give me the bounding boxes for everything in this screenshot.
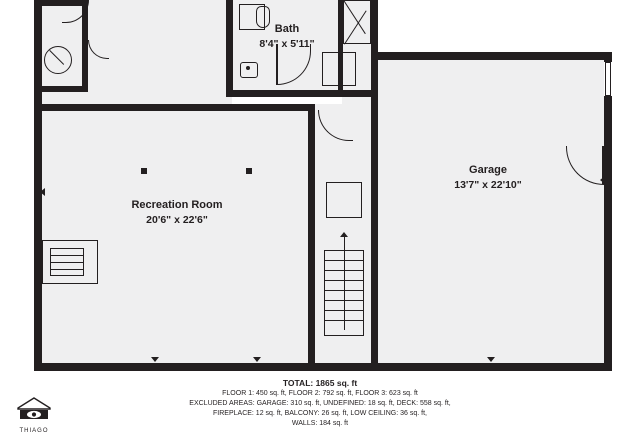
brand-logo bbox=[8, 396, 60, 434]
dimension-marker bbox=[141, 168, 147, 174]
exterior-wall-bottom bbox=[34, 363, 612, 371]
dimension-marker bbox=[246, 168, 252, 174]
stair-direction-arrow bbox=[340, 232, 348, 237]
total-area: TOTAL: 1865 sq. ft bbox=[282, 378, 358, 388]
house-eye-logo-icon bbox=[14, 396, 54, 422]
recreation-wall-top-left bbox=[42, 104, 232, 111]
floor-breakdown: FLOOR 1: 450 sq. ft, FLOOR 2: 792 sq. ft, FLOOR 3: 623 sq. ft bbox=[222, 390, 418, 397]
exterior-wall-right bbox=[604, 52, 612, 371]
dimension-arrow bbox=[253, 357, 261, 362]
garage-wall-left bbox=[371, 97, 378, 365]
logo-text: THIAGO bbox=[19, 428, 49, 434]
hall-closet bbox=[326, 182, 362, 218]
dimension-arrow bbox=[40, 188, 45, 196]
shower-stall bbox=[322, 52, 356, 86]
fireplace-hatch-line-3 bbox=[50, 269, 84, 270]
fireplace-hatch-line-2 bbox=[50, 262, 84, 263]
excluded-areas-line-1: EXCLUDED AREAS: GARAGE: 310 sq. ft, UNDEFINED: 18 sq. ft, DECK: 558 sq. ft, bbox=[189, 400, 451, 408]
garage-floor bbox=[376, 55, 604, 365]
sink bbox=[240, 62, 258, 78]
sink-faucet bbox=[246, 66, 250, 70]
excluded-areas-line-2: FIREPLACE: 12 sq. ft, BALCONY: 26 sq. ft, LOW CEILING: 36 sq. ft, bbox=[213, 410, 427, 418]
dimension-arrow bbox=[487, 357, 495, 362]
upper-right-wall-outer bbox=[371, 0, 378, 97]
dimension-arrow bbox=[600, 176, 605, 184]
dimension-arrow bbox=[151, 357, 159, 362]
room-label-garage bbox=[388, 163, 588, 192]
garage-name: Garage bbox=[469, 164, 507, 176]
excluded-areas-line-3: WALLS: 184 sq. ft bbox=[291, 420, 349, 428]
fireplace-hatch-line-1 bbox=[50, 255, 84, 256]
bath-wall-bottom bbox=[226, 90, 378, 97]
recreation-dimensions: 20'6" x 22'6" bbox=[146, 213, 208, 226]
bath-name: Bath bbox=[274, 23, 300, 35]
exterior-wall-left bbox=[34, 0, 42, 371]
recreation-name: Recreation Room bbox=[131, 199, 223, 211]
stair-direction-line bbox=[344, 236, 345, 330]
bath-dimensions: 8'4" x 5'11" bbox=[259, 37, 315, 50]
room-label-recreation bbox=[75, 198, 279, 227]
garage-wall-top bbox=[376, 52, 612, 60]
window-right-upper-frame bbox=[605, 62, 611, 96]
recreation-wall-right bbox=[308, 104, 315, 365]
recreation-room-floor bbox=[42, 110, 314, 365]
recreation-wall-top-right bbox=[232, 104, 314, 111]
area-summary bbox=[0, 378, 640, 430]
room-label-bath bbox=[232, 22, 342, 51]
garage-dimensions: 13'7" x 22'10" bbox=[454, 178, 522, 191]
